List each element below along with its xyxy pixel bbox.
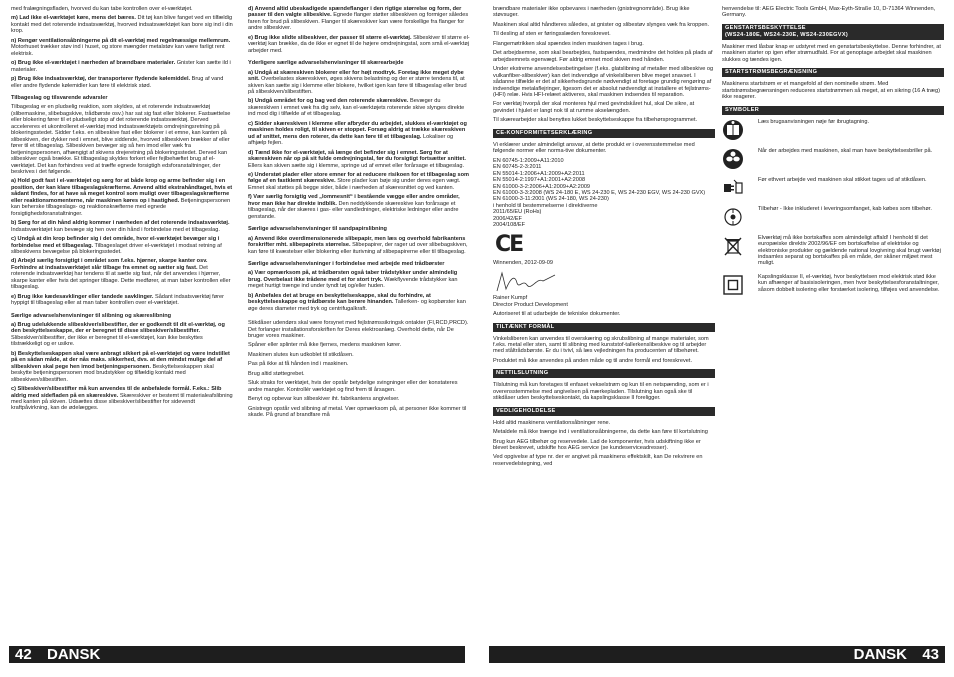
safety-goggles-icon (722, 148, 744, 170)
norm-item: EN 61000-3-11:2001 (WS 24-180, WS 24-230) (493, 196, 609, 203)
ce-intro: Vi erklærer under almindeligt ansvar, at dette produkt er i overensstemmelse med følgende normer eller norma-tive dokumenter. (493, 141, 695, 155)
grind-rule-a: a) Brug udelukkende slibeskiver/slibestifter, der er godkendt til dit el-værktøj, og den beskyttelseskappe, der er beregnet til disse slibeskiver/slibestifter. Slibeskiver/slibestifter, der ikke er beregnet til el-værktøjet, kan ikke beskyttes tilstrækkeligt og er usikre. (11, 322, 225, 348)
paragraph: Hold altid maskinens ventilationsåbninger rene. (493, 419, 611, 426)
ce-mark: CE (495, 231, 523, 257)
symbol-text: Kapslingsklasse II, el-værktøj, hvor beskyttelsen mod elektrisk stød ikke kun afhænger af basisisoleringen, men hvor beskyttelsesforanstaltninger, såsom dobbelt isolering eller forstærket isolering, tilføjes ved anvendelse. (758, 273, 940, 293)
paragraph: Pas på ikke at få hånden ind i maskinen. (248, 361, 349, 368)
cut-rule-d: d) Tænd ikke for el-værktøjet, så længe det befinder sig i emnet. Sørg for at skæreskiven når op på sit fulde omdrejningstal, før du forsigtigt fortsætter snittet. Ellers kan skiven sætte sig i klemme, springe ud af emnet eller forårsage et tilbageslag. (248, 149, 466, 169)
norm-item: EN 60745-1:2009+A11:2010 (493, 157, 564, 164)
rule-n: n) Rengør ventilationsåbningerne på dit el-værktøj med regelmæssige mellemrum. Motorhuset trækker støv ind i huset, og store mængder metalstøv kan være farligt rent elektrisk. (11, 37, 231, 57)
symbol-text: Læs brugsanvisningen nøje før ibrugtagning. (758, 118, 870, 125)
authorization: Autoriseret til at udarbejde de tekniske dokumenter. (493, 311, 621, 318)
cut-rule-b: b) Undgå området for og bag ved den roterende skæreskive. Bevæger du skæreskiven i emnet væk fra dig selv, kan el-værktøjets roterende skive slynges direkte ind mod dig i tilfælde af et tilbageslag. (248, 98, 465, 118)
paragraph: Ved opgivelse af type nr. der er angivet på maskinens effektskilt, kan De rekvirere en reservedelstegning, ved (493, 454, 703, 467)
footer-right (489, 646, 945, 663)
kick-rule-b: b) Sørg for at din hånd aldrig kommer i nærheden af det roterende indsatsværktøj. Indsatsværktøjet kan bevæge sig hen over din hånd i forbindelse med et tilbageslag. (11, 220, 230, 233)
kick-rule-a: a) Hold godt fast i el-værktøjet og sørg for at både krop og arme befinder sig i en position, der kan klare tilbageslagskræfterne. Anvend altid ekstrahåndtaget, hvis et sådant findes, for at have så meget kontrol som muligt over tilbageslagskræfterne eller reaktionsmomenterne, når maskinen køres op i hastighed. Betjeningspersonen kan beherske tilbageslags- og reaktionskræfterne med egnede forsigtighedsforanstaltninger. (11, 178, 233, 217)
symbol-row (722, 235, 944, 267)
norm-item: EN 61000-3-2:2006+A1:2009+A2:2009 (493, 183, 591, 190)
symbol-text: Når der arbejdes med maskinen, skal man have beskyttelsesbriller på. (758, 147, 933, 154)
language-label: DANSK (47, 646, 101, 663)
symbol-row (722, 148, 944, 170)
paragraph: Flangemøtrikken skal spændes inden maskinen tages i brug. (493, 40, 644, 47)
paragraph: Til skærearbejder skal benyttes lukket beskyttelseskappe fra tilbehørsprogrammet. (493, 117, 698, 124)
paragraph: brændbare materialer ikke opbevares i nærheden (gnistregnområde). Brug ikke støvsuger. (493, 6, 690, 19)
sanding-heading: Særlige advarselshenvisninger til sandpapirslibning (248, 226, 387, 233)
unplug-icon (722, 177, 744, 199)
ce-heading: CE-KONFORMITETSERKLÆRING (493, 129, 715, 138)
sand-rule-a: a) Anvend ikke overdimensionerede slibepapir, men læs og overhold fabrikantens forskrifter mht. slibepapirets størrelse. Slibepapirer, der rager ud over slibebagskiven, kan føre til kvæstelser eller blokering eller iturivning af slibepapirerne eller til tilbageslag. (248, 235, 468, 255)
place-date: Winnenden, 2012-09-09 (493, 259, 554, 266)
norm-item: i henhold til bestemmelserne i direktiverne (493, 202, 598, 209)
paragraph: Stikdåser udendørs skal være forsynet med fejlstrømssikringsk ontakter (FI,RCD,PRCD). Det forlanger installationsforskriften for Deres elektroanlæg. Overhold dette, når De bruger vores maskiner. (248, 320, 469, 340)
paragraph: Under ekstreme anvendelsesbetingelser (f.eks. glatslibning af metaller med slibeskive og vulkanfiber-slibeskiver) kan det indvendige af vinkelsliberen blive meget snavset. I sådanne tilfælde er det af sikkerhedsgrunde nødvendigt at foretage grundig rengøring af indvendige metalaflejringer, ligesom det er absolut nødvendigt at installere et fejlstrøms- (HFI) relæ. Hvis HFI-relæet aktiveres, skal maskinen indsendes til reparation. (493, 66, 714, 98)
symbol-row (722, 274, 944, 296)
paragraph: Maskinen slutes kun udkoblet til stikdåsen. (248, 351, 354, 358)
wirebrush-heading: Særlige advarselshenvisninger i forbindelse med arbejde med trådbørster (248, 260, 445, 267)
page-number: 42 (15, 646, 32, 663)
column-1 (11, 6, 233, 634)
class-ii-icon (722, 274, 744, 296)
wire-rule-b: b) Anbefales det at bruge en beskyttelseskappe, skal du forhindre, at beskyttelseskappe og trådbørste kan berøre hinanden. Tallerken- og kopbørster kan øge deres diameter med tryk og centrifugalkraft. (248, 292, 466, 312)
rule-d: d) Anvend altid ubeskadigede spændeflanger i den rigtige størrelse og form, der passer til den valgte slibeskive. Egnede flanger støtter slibeskiven og formiger således faren for brud på slibeskiven. Flanger til skæreskiver kan være forskellige fra flanger for andre slibeskiver. (248, 6, 469, 32)
norm-item: EN 55014-2:1997+A1:2001+A2:2008 (493, 177, 586, 184)
signature (493, 269, 715, 295)
norm-item: EN 55014-1:2006+A1:2009+A2:2011 (493, 170, 585, 177)
norm-item: 2004/108/EF (493, 222, 526, 229)
mains-heading: NETTILSLUTNING (493, 369, 715, 378)
paragraph: Tilslutning må kun foretages til enfaset vekselstrøm og kun til en netspænding, som er i overensstemmelse med angivelsen på mærkepladen. Tilslutning kan også ske til stikdåser uden beskyttelseskontakt, da kapslingsklasse II foreligger. (493, 382, 709, 402)
rule-m: m) Lad ikke el-værktøjet køre, mens det bæres. Dit tøj kan blive fanget ved en tilfældig kontakt med det roterende indsatsværktøj, hvorved indsatsværktøjet kan bore sig ind i din krop. (11, 15, 233, 35)
restart-protection-heading (722, 24, 944, 40)
signer-role: Director Product Development (493, 301, 568, 308)
signer-name: Rainer Kumpf (493, 295, 528, 302)
cut-rule-e: e) Understøt plader eller store emner for at reducere risikoen for et tilbageslag som følge af en fastklemt skæreskive. Store plader kan bøje sig under deres egen vægt. Emnet skal støttes på begge sider, både i nærheden af skæresnittet og ved kanten. (248, 171, 470, 191)
column-3 (493, 6, 715, 634)
norm-item: 2011/65/EU (RoHs) (493, 209, 542, 216)
kick-rule-d: d) Arbejd særlig forsigtigt i området som f.eks. hjørner, skarpe kanter osv. Forhindre at indsatsværktøjet slår tilbage fra emnet og sætter sig fast. Det roterende indsatsværktøj har tendens til at sætte sig fast, når det anvendes i hjørner, skarpe kanter eller hvis det springer tilbage. Dette medfører, at man taber kontrollen eller tilbageslag. (11, 258, 231, 291)
cut-rule-a: a) Undgå at skæreskiven blokerer eller for højt modtryk. Foretag ikke meget dybe snit. Overbelastes skæreskiven, øges skivens belastning og der er større tendens til, at skiven kan sætte sig i klemme eller blokere, hvilket igen kan føre til tilbageslag eller brud på slibeskiven/slibestiften. (248, 69, 467, 95)
norm-item: 2006/42/EF (493, 215, 522, 222)
rule-e: e) Brug ikke slidte slibeskiver, der passer til større el-værktøj. Slibeskiver til større el-værktøj kan brække, da de ikke er egnet til de højere omdrejningstal, som små el-værktøj arbejder med. (248, 34, 470, 54)
kick-rule-c: c) Undgå at din krop befinder sig i det område, hvor el-værktøjet bevæger sig i forbindelse med et tilbageslag. Tilbageslaget driver el-værktøjet i modsat retning af slibeskivens bevægelse på blokeringsstedet. (11, 236, 222, 255)
kickback-heading: Tilbageslag og tilsvarende advarsler (11, 94, 108, 101)
paragraph: Metaldele må ikke trænge ind i ventilationsåbningerne, da dette kan føre til kortslutning (493, 429, 708, 436)
symbol-row (722, 206, 944, 228)
paragraph: For værktøj hvorpå der skal monteres hjul med gevindskåret hul, skal De sikre, at gevindet i hjulet er langt nok til at rumme akselængden. (493, 101, 695, 114)
paragraph: Vinkelsliberen kan anvendes til overskæring og skrubslibning af mange materialer, som f.eks. metal eller sten, samt til slibning med kunststof-tallerkenslibeskive og til arbejder med ståltrådsbørste. Er du i tvivl, så læs vejledningen fra producenten af tilbehøret. (493, 335, 709, 355)
heading-models: (WS24-180E, WS24-230E, WS24-230EGVX) (725, 31, 849, 38)
paragraph: med fralægningsfladen, hvorved du kan tabe kontrollen over el-værktøjet. (11, 6, 193, 12)
symbol-text: Før ethvert arbejde ved maskinen skal stikket tages ud af stikdåsen. (758, 176, 927, 183)
paragraph: Brug altid støttegrebet. (248, 370, 305, 377)
paragraph: Det arbejdsemne, som skal bearbejdes, fastspændes, medmindre det holdes på plads af arbejdsemnets egenvægt. Før aldrig emnet mod skiven med hånden. (493, 50, 713, 63)
cutting-heading: Yderligere særlige advarselshenvisninger til skærearbejde (248, 60, 404, 67)
paragraph: Gnistregn opstår ved slibning af metal. Vær opmærksom på, at personer ikke kommer til skade. På grund af brandfare må (248, 405, 467, 419)
norms-list (493, 158, 715, 229)
grind-rule-c: c) Slibeskiver/slibestifter må kun anvendes til de anbefalede formål. F.eks.: Slib aldrig med sidefladen på en skæreskive. Skæreskiver er bestemt til materialeafslibning med kanten på skiven. Udsættes disse slibeskiver/slibestifter for sidevendt kraftpåvirkning, kan de ødelægges. (11, 386, 233, 412)
paragraph: Maskinens startstrøm er et mangefold af den nominelle strøm. Med startstrømsbegrænsningen reduceres startstrømmen så meget, at en sikring (16 A træg) ikke reagerer. (722, 81, 940, 101)
footer-left (9, 646, 465, 663)
paragraph: Brug kun AEG tilbehør og reservedele. Lad de komponenter, hvis udskiftning ikke er blevet beskrevet, udskifte hos AEG service (se kundeserviceadresser). (493, 438, 701, 452)
kickback-text: Tilbageslag er en pludselig reaktion, som skyldes, at et roterende indsatsværktøj (slibemaskine, slibebagskive, trådbørste osv.) har sat sig fast eller blokerer. Fastsættelse eller blokering fører til et pludseligt stop af det roterende indsatsværktøj. Derved accelereres et ukontrolleret el-værktøj mod indsatsværktøjets omdrejningsretning på blokeringsstedet. Sidder f.eks. en slibeskive fast eller blokerer i et emne, kan kanten på slibeskiven, der dykker ned i emnet, blive siddende, hvorved slibeskiven brækker af eller fører til et tilbageslag. Slibeskiven bevæger sig så hen imod eller væk fra betjeningspersonen, afhængigt af skivens drejeretning på blokeringsstedet. Derved kan slibeskiver også brække. Et tilbageslag skyldes forkert eller fejlbehæftet brug af el-værktøjet. Det kan forhindres ved at træffe egnede forsigtigh edsforanstaltninger, der beskrives i det følgende. (11, 104, 231, 175)
rule-p: p) Brug ikke indsatsværktøj, der transporterer flydende kølemiddel. Brug af vand eller andre flydende kølemidler kan føre til elektrisk stød. (11, 76, 224, 89)
start-current-heading: STARTSTRØMSBEGRÆNSNING (722, 68, 944, 77)
symbol-row (722, 119, 944, 141)
grind-rule-b: b) Beskyttelseskappen skal være anbragt sikkert på el-værktøjet og være indstillet på en sådan måde, at der nås maks. sikkerhed, dvs. at den mindst mulige del af slibeskiven skal pege hen imod betjeningspersonen. Beskyttelseskappen skal beskytte betjeningspersonen mod brudstykker og tilfældig kontakt med slibeskiven/slibestiften. (11, 350, 230, 383)
cut-rule-c: c) Sidder skæreskiven i klemme eller afbryder du arbejdet, slukkes el-værktøjet og maskinen holdes roligt, til skiven er stoppet. Forsøg aldrig at trække skæreskiven ud af snittet, mens den roterer, da dette kan føre til et tilbageslag. Lokaliser og afhjælp fejlen. (248, 120, 467, 147)
wire-rule-a: a) Vær opmærksom på, at trådbørsten også taber trådstykker under almindelig brug. Overbelast ikke trådene med et for stort tryk. Wækflyvende trådstykker kan meget hurtigt trænge ind under tyndt tøj og/eller huden. (248, 270, 458, 290)
paragraph: Benyt og opbevar kun slibeskiver iht. fabrikantens angivelser. (248, 396, 400, 403)
read-manual-icon (722, 119, 744, 141)
kick-rule-e: e) Brug ikke kædesavklinger eller tandede savklinger. Sådant indsatsværktøj fører hyppigt til tilbageslag eller at man taber kontrollen over el-værktøjet. (11, 293, 224, 307)
paragraph: Maskinen skal altid håndteres således, at gnister og slibestøv slynges væk fra kroppen. (493, 21, 710, 28)
grinding-heading: Særlige advarselshenvisninger til slibning og skæreslibning (11, 312, 172, 319)
norm-item: EN 61000-3-3:2008 (WS 24-180 E, WS 24-230 E, WS 24-230 EGV, WS 24-230 GVX) (493, 189, 706, 196)
symbols-heading: SYMBOLER (722, 106, 944, 115)
norm-item: EN 60745-2-3:2011 (493, 164, 542, 171)
paragraph: Spåner eller splinter må ikke fjernes, medens maskinen kører. (248, 342, 402, 349)
language-label: DANSK (853, 646, 907, 663)
weee-bin-icon (722, 235, 744, 257)
intended-use-heading: TILTÆNKT FORMÅL (493, 323, 715, 332)
symbol-text: Elværktøj må ikke bortskaffes som almindeligt affald! I henhold til det europæiske direktiv 2002/96/EF om bortskaffelse af elektriske og elektroniske produkter og gældende national lovgivning skal brugt værktøj indsamles separat og bortskaffes på en måde, der skåner miljøet mest muligt. (758, 234, 941, 267)
maintenance-heading: VEDLIGEHOLDELSE (493, 407, 715, 416)
paragraph: Maskiner med låsbar knap er udstyret med en genstartsbeskyttelse. Denne forhindrer, at maskinen starter op igen efter strømudfald. For at genoptage arbejdet skal maskinen slukkes og tændes igen. (722, 43, 941, 63)
paragraph: Til desling af sten er føringsslæden foreskrevet. (493, 31, 611, 38)
page-number: 43 (922, 646, 939, 663)
paragraph: henvendelse til: AEG Electric Tools GmbH, Max-Eyth-Straße 10, D-71364 Winnenden, Germany. (722, 6, 936, 19)
cut-rule-f: f) Vær særlig forsigtig ved „lommesnit“ i bestående vægge eller andre områder, hvor man ikke har direkte indblik. Den neddykkende skæreskive kan forårsage et tilbageslag, når der skæres i gas- eller vandledninger, elektriske ledninger eller andre genstande. (248, 194, 460, 220)
paragraph: Produktet må ikke anvendes på anden måde og til andre formål end foreskrevet. (493, 357, 693, 364)
paragraph: Sluk straks for værktøjet, hvis der opstår betydelige svingninger eller der konstateres andre mangler. Kontrollér værktøjet og find frem til årsagen. (248, 380, 458, 393)
column-4 (722, 6, 944, 634)
column-2 (248, 6, 470, 634)
heading-line: GENSTARTSBESKYTTELSE (725, 24, 806, 31)
accessory-icon (722, 206, 744, 228)
symbol-text: Tilbehør - Ikke inkluderet i leveringsomfanget, kab købes som tilbehør. (758, 205, 932, 212)
symbol-row (722, 177, 944, 199)
rule-o: o) Brug ikke el-værktøjet i nærheden af brændbare materialer. Gnister kan sætte ild i materialer. (11, 60, 231, 73)
